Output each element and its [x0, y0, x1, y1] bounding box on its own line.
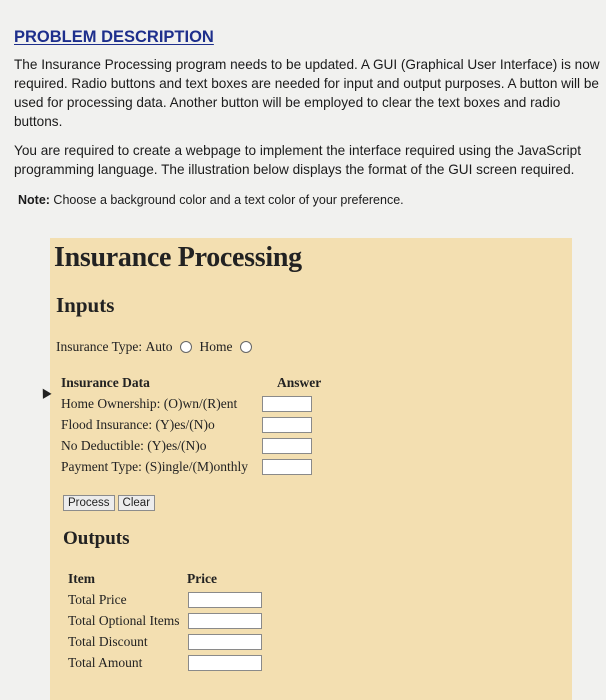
payment-type-input[interactable]	[262, 459, 312, 475]
problem-document	[14, 28, 602, 207]
insurance-type-row	[56, 339, 260, 355]
clear-button[interactable]: Clear	[118, 495, 155, 511]
output-row-label: Total Price	[68, 591, 127, 607]
total-discount-output[interactable]	[188, 634, 262, 650]
output-row-total-amount	[68, 652, 308, 673]
data-row-label: No Deductible: (Y)es/(N)o	[61, 437, 207, 453]
inputs-heading: Inputs	[56, 293, 115, 317]
insurance-type-label: Insurance Type:	[56, 339, 143, 354]
description-paragraph-1: The Insurance Processing program needs to be updated. A GUI (Graphical User Interface) is now required. Radio buttons and text boxes are needed for input and output purposes. A button will be used for processing data. Another button will be employed to clear the text boxes and radio buttons.	[14, 57, 600, 129]
price-header: Price	[187, 570, 217, 586]
radio-auto-label: Auto	[145, 339, 173, 354]
description-paragraph-2: You are required to create a webpage to implement the interface required using the JavaScript programming language. The illustration below displays the format of the GUI screen required.	[14, 143, 582, 177]
note-label: Note:	[18, 193, 50, 207]
gui-title: Insurance Processing	[54, 242, 302, 273]
output-row-label: Total Amount	[68, 654, 143, 670]
no-deductible-input[interactable]	[262, 438, 312, 454]
process-button[interactable]: Process	[63, 495, 115, 511]
note-text: Choose a background color and a text color of your preference.	[49, 193, 404, 207]
insurance-data-header-row	[61, 372, 321, 393]
outputs-heading: Outputs	[63, 528, 130, 549]
home-ownership-input[interactable]	[262, 396, 312, 412]
data-row-flood-insurance	[61, 414, 321, 435]
data-row-label: Flood Insurance: (Y)es/(N)o	[61, 416, 215, 432]
action-buttons	[63, 495, 158, 511]
radio-home[interactable]	[240, 341, 252, 353]
gui-illustration-panel	[50, 238, 572, 700]
total-optional-items-output[interactable]	[188, 613, 262, 629]
item-header: Item	[68, 570, 95, 586]
total-price-output[interactable]	[188, 592, 262, 608]
answer-header: Answer	[277, 374, 322, 390]
total-amount-output[interactable]	[188, 655, 262, 671]
output-row-total-optional-items	[68, 610, 308, 631]
insurance-data-table	[61, 372, 321, 477]
outputs-header-row	[68, 568, 308, 589]
note-line	[18, 193, 602, 207]
output-row-label: Total Optional Items	[68, 612, 180, 628]
output-row-total-price	[68, 589, 308, 610]
outputs-table	[68, 568, 308, 673]
data-row-label: Payment Type: (S)ingle/(M)onthly	[61, 458, 249, 474]
data-row-no-deductible	[61, 435, 321, 456]
radio-home-label: Home	[199, 339, 233, 354]
data-row-label: Home Ownership: (O)wn/(R)ent	[61, 395, 238, 411]
radio-auto[interactable]	[180, 341, 192, 353]
insurance-data-header: Insurance Data	[61, 374, 150, 390]
problem-heading: PROBLEM DESCRIPTION	[14, 28, 214, 46]
output-row-label: Total Discount	[68, 633, 148, 649]
output-row-total-discount	[68, 631, 308, 652]
data-row-home-ownership	[61, 393, 321, 414]
flood-insurance-input[interactable]	[262, 417, 312, 433]
data-row-payment-type	[61, 456, 321, 477]
